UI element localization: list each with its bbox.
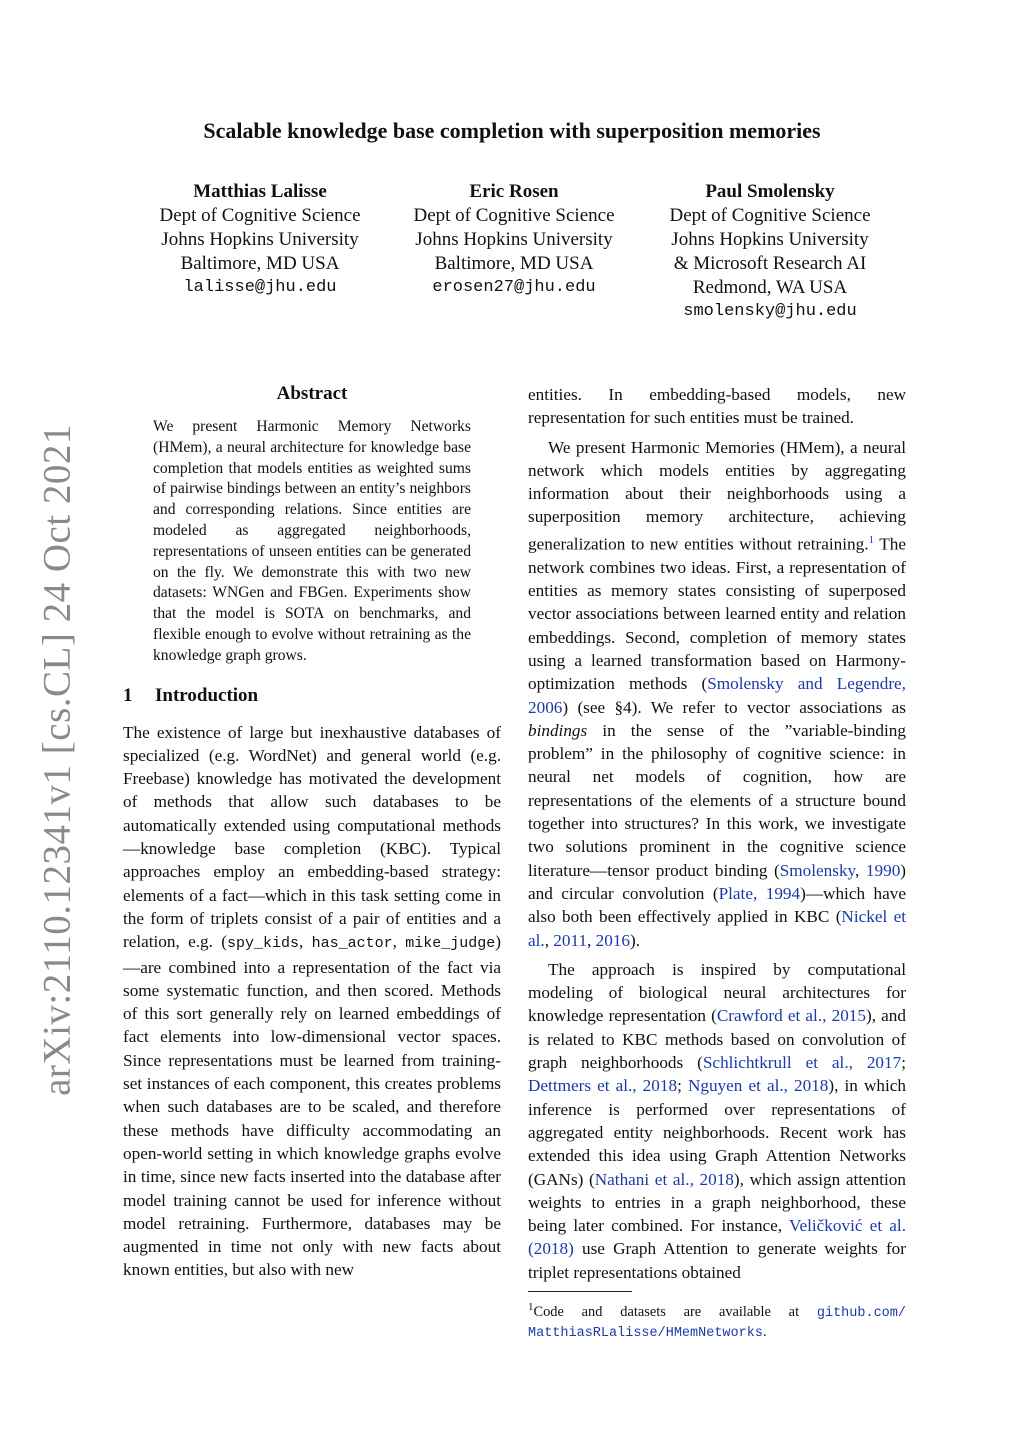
citation-link[interactable]: Nathani et al., 2018 (594, 1169, 734, 1189)
body-text: We present Harmonic Memories (HMem), a neural network which models entities by aggregating information about their neighborhoods using a superposition memory architecture, achieving generalization to new entities without retraining. (528, 437, 906, 554)
footnote-rule (528, 1291, 632, 1292)
intro-paragraph-1-cont: entities. In embedding-based models, new representation for such entities must be trained. (528, 385, 906, 428)
body-text: ), in which inference is performed over representations of aggregated entity neighborhoods. Recent work has extended this idea using Graph Attention Networks (GANs) ( (528, 1076, 906, 1189)
section-number: 1 (123, 684, 133, 706)
body-text: ). (630, 930, 641, 950)
body-text: )—are combined into a representation of the fact via some systematic function, and then scored. Methods of this sort generally rely on learned embeddings of fact elements into low-dimensional vector spaces. Since representations must be learned from training-set instances of each component, this creates problems when such databases are to be scaled, and therefore these methods have difficulty accommodating an open-world setting in which knowledge graphs evolve in time, since new facts inserted into the database after model training cannot be used for inference without model retraining. Furthermore, databases may be augmented in time not only with new facts about known entities, but also with new (123, 932, 502, 1280)
arxiv-sidebar (30, 424, 84, 1096)
author-affiliation: Dept of Cognitive Science (159, 205, 361, 226)
triple-element: mike_judge (405, 935, 496, 953)
author-name: Paul Smolensky (705, 181, 835, 202)
citation-link[interactable]: 2011 (553, 930, 588, 950)
author-block (640, 180, 900, 324)
footnote-number: 1 (528, 1301, 534, 1314)
body-text: in the sense of the ”variable-binding problem” in the philosophy of cognitive science: in neural net models of cognition, how are representations of the elements of a structure bound together into structures? In this work, we investigate two solutions prominent in the cognitive science literature—tensor product binding ( (528, 720, 906, 880)
author-email[interactable]: smolensky@jhu.edu (683, 302, 857, 321)
author-email[interactable]: lalisse@jhu.edu (183, 278, 337, 297)
triple-element: has_actor (311, 935, 393, 953)
abstract-text: We present Harmonic Memory Networks (HMem), a neural architecture for knowledge base completion that models entities as weighted sums of pairwise bindings between an entity’s neighbors and corresponding relations. Since entities are modeled as aggregated neighborhoods, representations of unseen entities can be generated on the fly. We demonstrate this with two new datasets: WNGen and FBGen. Experiments show that the model is SOTA on benchmarks, and flexible enough to evolve without retraining as the knowledge graph grows. (153, 418, 471, 664)
left-column (123, 383, 501, 1282)
author-name: Eric Rosen (469, 181, 559, 202)
author-name: Matthias Lalisse (193, 181, 327, 202)
author-block (130, 180, 390, 300)
author-affiliation: Johns Hopkins University (671, 229, 869, 250)
section-heading (123, 685, 501, 707)
author-affiliation: Dept of Cognitive Science (413, 205, 615, 226)
intro-paragraph-3: The approach is inspired by computational modeling of biological neural architectures for knowledge representation (Crawford et al., 2015), and is related to KBC methods based on convolution of graph neighborhoods (Schlichtkrull et al., 2017; Dettmers et al., 2018; Nguyen et al., 2018), in which inference is performed over representations of aggregated entity neighborhoods. Recent work has extended this idea using Graph Attention Networks (GANs) (Nathani et al., 2018), which assign attention weights to entries in a graph neighborhood, these being later combined. For instance, Veličković et al. (2018) use Graph Attention to generate weights for triplet representations obtained (528, 959, 906, 1282)
author-affiliation: Dept of Cognitive Science (669, 205, 871, 226)
author-affiliation: Redmond, WA USA (692, 277, 848, 298)
paper-title: Scalable knowledge base completion with superposition memories (203, 118, 821, 143)
author-affiliation: Johns Hopkins University (161, 229, 359, 250)
citation-link[interactable]: 2016 (595, 930, 631, 950)
right-column (528, 383, 906, 1343)
author-block (384, 180, 644, 300)
body-text: The network combines two ideas. First, a representation of entities as memory states consisting of superposed vector associations between learned entity and relation embeddings. Second, completion of memory states using a learned transformation based on Harmony-optimization methods ( (528, 534, 906, 694)
body-text: use Graph Attention to generate weights for triplet representations obtained (528, 1239, 906, 1282)
intro-paragraph-2: We present Harmonic Memories (HMem), a neural network which models entities by aggregating information about their neighborhoods using a superposition memory architecture, achieving generalization to new entities without retraining.$^1$ The network combines two ideas. First, a representation of entities as memory states consisting of superposed vector associations between learned entity and relation embeddings. Second, completion of memory states using a learned transformation based on Harmony-optimization methods (Smolensky and Legendre, 2006) (see §4). We refer to vector associations as bindings in the sense of the ”variable-binding problem” in the philosophy of cognitive science: in neural net models of cognition, how are representations of the elements of a structure bound together into structures? In this work, we investigate two solutions prominent in the cognitive science literature—tensor product binding (Smolensky, 1990) and circular convolution (Plate, 1994)—which have also both been effectively applied in KBC (Nickel et al., 2011, 2016). (528, 437, 907, 950)
author-affiliation: Johns Hopkins University (415, 229, 613, 250)
body-text: ) (see §4). We refer to vector associations as (562, 697, 906, 717)
citation-link[interactable]: Veličković et al. (2018) (528, 1216, 906, 1259)
body-text: ) and circular convolution ( (528, 860, 907, 903)
section-title: Introduction (155, 684, 259, 706)
body-text: ), and is related to KBC methods based on convolution of graph neighborhoods ( (528, 1006, 906, 1073)
footnote-mark[interactable]: 1 (868, 533, 874, 546)
abstract-heading: Abstract (276, 383, 348, 404)
footnote-text: Code and datasets are available at (533, 1303, 817, 1320)
author-affiliation: & Microsoft Research AI (673, 253, 867, 274)
arxiv-identifier: arXiv:2110.12341v1 [cs.CL] 24 Oct 2021 (35, 424, 79, 1096)
author-affiliation: Baltimore, MD USA (180, 253, 340, 274)
citation-link[interactable]: Crawford et al., 2015 (716, 1006, 866, 1026)
triple-element: spy_kids (226, 935, 299, 953)
author-affiliation: Baltimore, MD USA (434, 253, 594, 274)
footnote-end: . (762, 1323, 767, 1340)
footnote (528, 1298, 906, 1343)
citation-link[interactable]: Plate, 1994 (718, 883, 801, 903)
body-text: The existence of large but inexhaustive databases of specialized (e.g. WordNet) and general world (e.g. Freebase) knowledge has motivated the development of methods that allow such databases to be automatically extended using computational methods—knowledge base completion (KBC). Typical approaches employ an embedding-based strategy: elements of a fact—which in this task setting come in the form of triplets consist of a pair of entities and a relation, e.g. ( (123, 722, 501, 952)
intro-paragraph-1: The existence of large but inexhaustive databases of specialized (e.g. WordNet) and general world (e.g. Freebase) knowledge has motivated the development of methods that allow such databases to be automatically extended using computational methods—knowledge base completion (KBC). Typical approaches employ an embedding-based strategy: elements of a fact—which in this task setting come in the form of triplets consist of a pair of entities and a relation, e.g. (spy_kids, has_actor, mike_judge)—are combined into a representation of the fact via some systematic function, and then scored. Methods of this sort generally rely on learned embeddings of fact elements into low-dimensional vector spaces. Since representations must be learned from training-set instances of each component, this creates problems when such databases are to be scaled, and therefore these methods have difficulty accommodating an open-world setting in which knowledge graphs evolve in time, since new facts inserted into the database after model training cannot be used for inference without model retraining. Furthermore, databases may be augmented in time not only with new facts about known entities, but also with new (123, 722, 502, 1280)
citation-link[interactable]: Smolensky (779, 860, 856, 880)
body-text: )—which have also both been effectively applied in KBC ( (528, 883, 906, 927)
author-email[interactable]: erosen27@jhu.edu (432, 278, 596, 297)
citation-link[interactable]: Dettmers et al., 2018 (528, 1076, 678, 1096)
body-text: ), which assign attention weights to entries in a graph neighborhood, these being later combined. For instance, (528, 1169, 906, 1236)
citation-link[interactable]: Nickel et al. (528, 907, 907, 950)
emphasis: bindings (528, 720, 588, 740)
citation-link[interactable]: 1990 (865, 860, 901, 880)
body-text: The approach is inspired by computational modeling of biological neural architectures for knowledge representation ( (528, 959, 906, 1026)
citation-link[interactable]: Nguyen et al., 2018 (687, 1076, 829, 1096)
footnote-url-link[interactable]: github.com/ MatthiasRLalisse/HMemNetworks (528, 1305, 906, 1341)
citation-link[interactable]: Smolensky and Legendre, 2006 (528, 674, 906, 717)
citation-link[interactable]: Schlichtkrull et al., 2017 (702, 1053, 902, 1073)
